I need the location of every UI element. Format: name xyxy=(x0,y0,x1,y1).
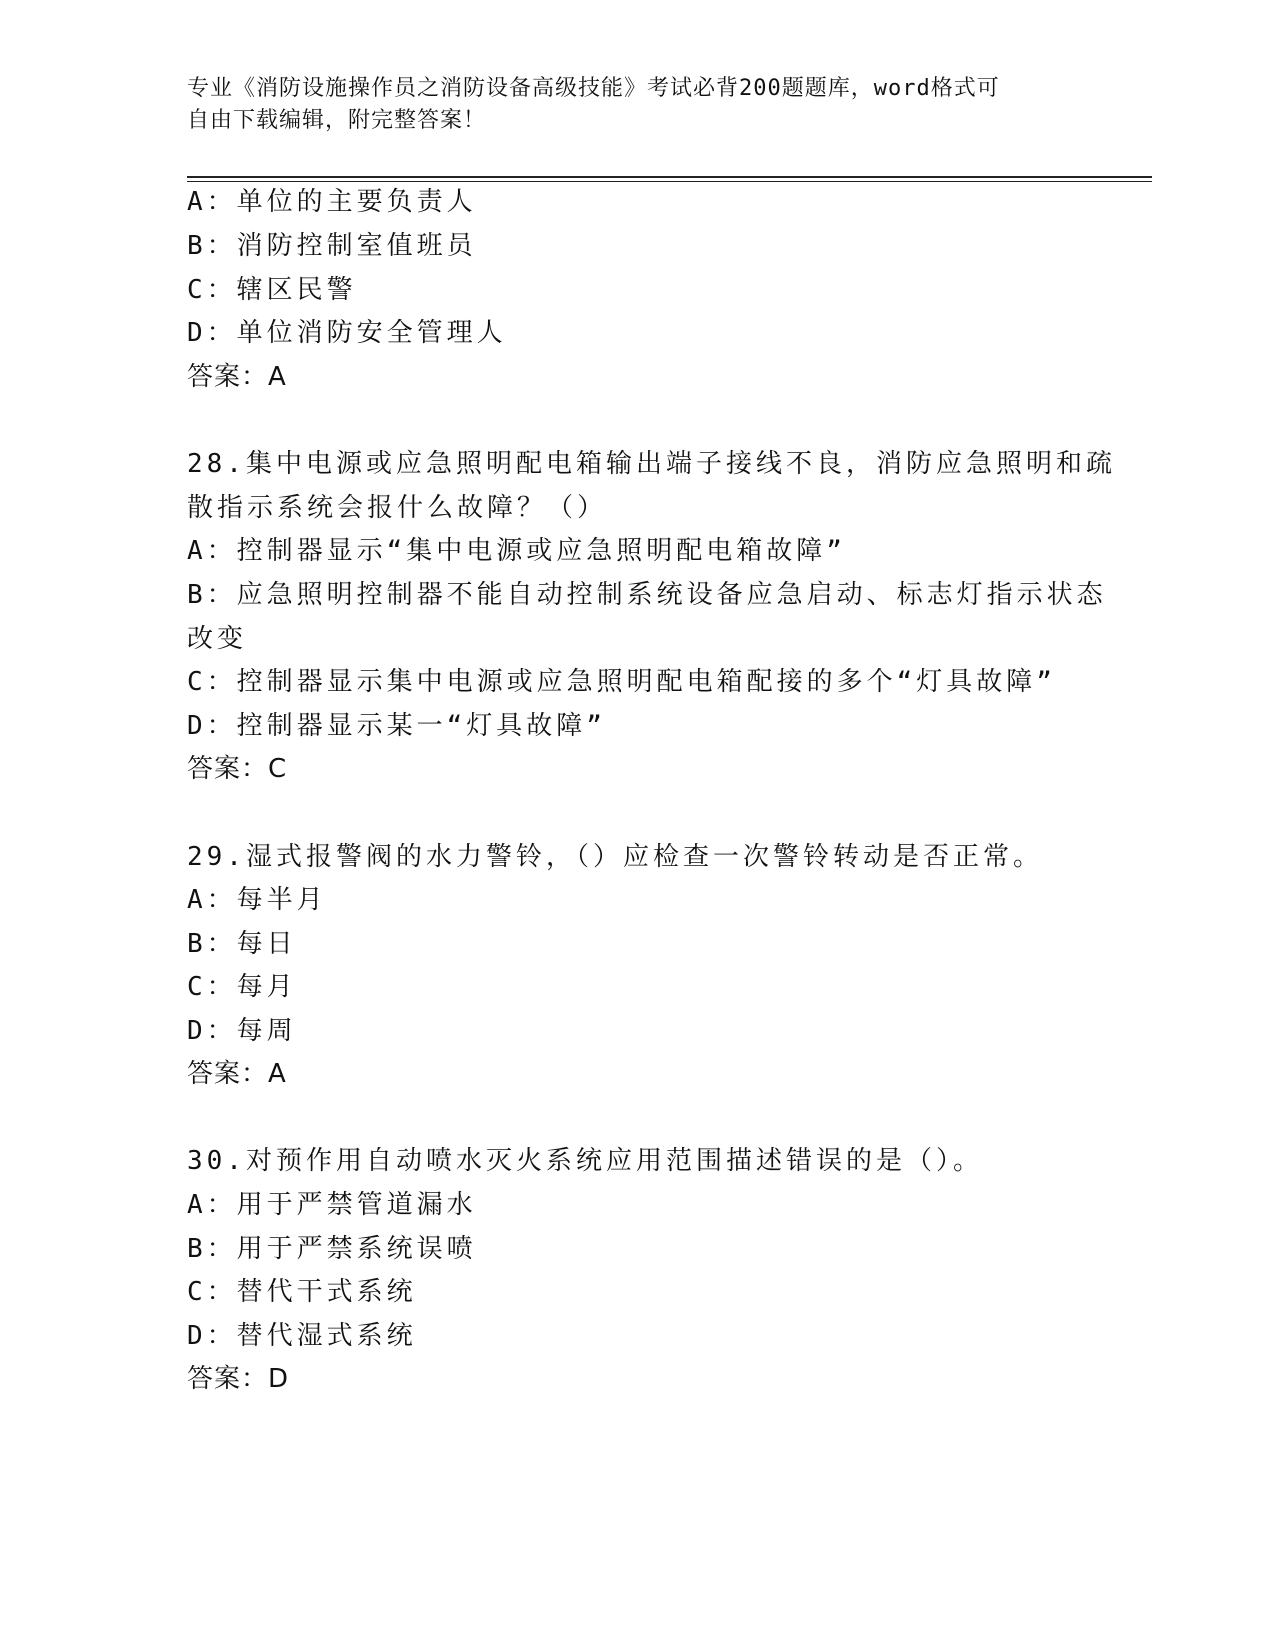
q30-stem: 30.对预作用自动喷水灭火系统应用范围描述错误的是（）。 xyxy=(187,1146,983,1176)
q27-option-c: C：辖区民警 xyxy=(187,275,357,305)
q28-option-b-line-2: 改变 xyxy=(187,624,248,654)
q29-option-c: C：每月 xyxy=(187,972,297,1002)
q29-answer: 答案：A xyxy=(187,1059,287,1089)
q28-option-b-line-1: B：应急照明控制器不能自动控制系统设备应急启动、标志灯指示状态 xyxy=(187,580,1107,610)
header-line-1: 专业《消防设施操作员之消防设备高级技能》考试必背200题题库，word格式可 xyxy=(187,76,1000,101)
q29-option-d: D：每周 xyxy=(187,1016,297,1046)
q30-answer: 答案：D xyxy=(187,1364,290,1394)
q28-stem-line-1: 28.集中电源或应急照明配电箱输出端子接线不良，消防应急照明和疏 xyxy=(187,449,1116,479)
q30-option-d: D：替代湿式系统 xyxy=(187,1321,417,1351)
q27-option-d: D：单位消防安全管理人 xyxy=(187,318,507,348)
header-rule-thick xyxy=(187,176,1152,178)
q29-option-a: A：每半月 xyxy=(187,885,327,915)
q27-option-a: A：单位的主要负责人 xyxy=(187,187,477,217)
q28-option-d: D：控制器显示某一“灯具故障” xyxy=(187,711,606,741)
q30-option-a: A：用于严禁管道漏水 xyxy=(187,1190,477,1220)
q28-stem-line-2: 散指示系统会报什么故障？（） xyxy=(187,493,608,523)
header-rule-thin xyxy=(187,181,1152,182)
q30-option-c: C：替代干式系统 xyxy=(187,1277,417,1307)
q28-answer: 答案：C xyxy=(187,754,288,784)
header-line-2: 自由下载编辑，附完整答案！ xyxy=(187,108,487,133)
q28-option-c: C：控制器显示集中电源或应急照明配电箱配接的多个“灯具故障” xyxy=(187,667,1056,697)
q27-answer: 答案：A xyxy=(187,362,287,392)
document-header xyxy=(187,73,1067,137)
q29-option-b: B：每日 xyxy=(187,929,297,959)
q27-option-b: B：消防控制室值班员 xyxy=(187,231,477,261)
q28-option-a: A：控制器显示“集中电源或应急照明配电箱故障” xyxy=(187,536,846,566)
q30-option-b: B：用于严禁系统误喷 xyxy=(187,1234,477,1264)
q29-stem: 29.湿式报警阀的水力警铃，（）应检查一次警铃转动是否正常。 xyxy=(187,842,1043,872)
